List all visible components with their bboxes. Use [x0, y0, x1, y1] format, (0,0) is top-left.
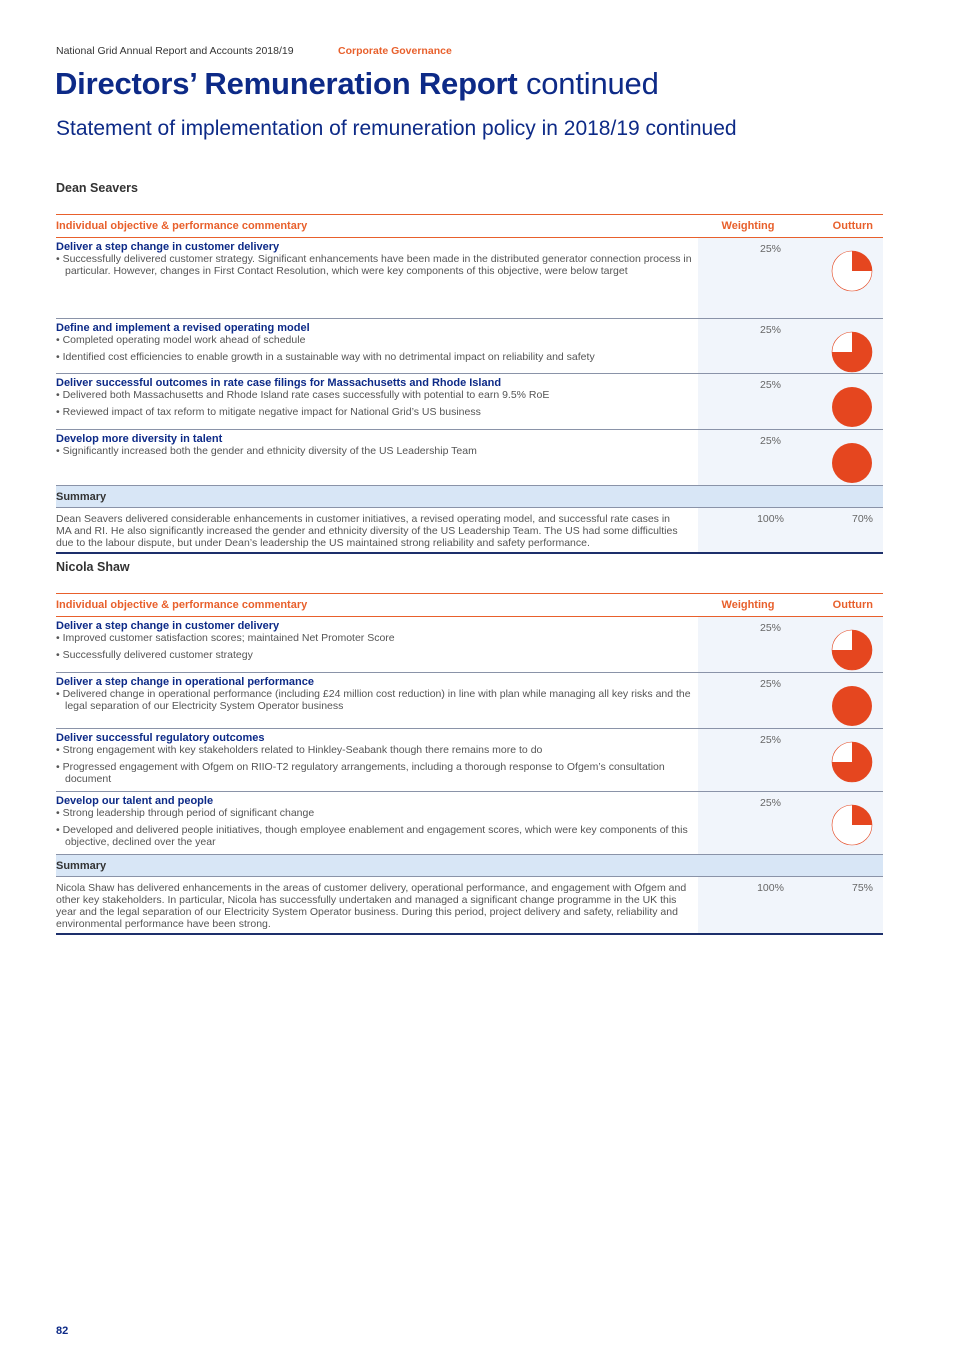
- objective-row: [56, 673, 883, 729]
- summary-weighting: 100%: [757, 882, 784, 894]
- objective-row: [56, 430, 883, 486]
- running-head: National Grid Annual Report and Accounts 2018/19: [56, 45, 294, 57]
- objective-title: Deliver a step change in customer delivery: [56, 241, 280, 253]
- objective-commentary: [56, 729, 698, 785]
- score-cell: [698, 319, 883, 373]
- objective-bullet: • Strong leadership through period of significant change: [56, 807, 315, 819]
- page-title-bold: Directors’ Remuneration Report: [55, 66, 518, 101]
- objective-row: [56, 374, 883, 430]
- summary-row: [56, 508, 883, 554]
- objective-bullet: • Completed operating model work ahead of schedule: [56, 334, 306, 346]
- objective-row: [56, 792, 883, 855]
- objective-bullet: • Delivered both Massachusetts and Rhode Island rate cases successfully with potential to earn 9.5% RoE: [56, 389, 550, 401]
- pie-slice: [852, 805, 872, 825]
- section-label: Corporate Governance: [338, 45, 452, 57]
- summary-header: [56, 855, 883, 877]
- page-subtitle: Statement of implementation of remuneration policy in 2018/19 continued: [56, 117, 737, 140]
- outturn-pie-icon: [831, 442, 873, 484]
- person-name: Nicola Shaw: [56, 560, 130, 574]
- objective-row: [56, 238, 883, 319]
- score-cell: [698, 617, 883, 672]
- header-objective: Individual objective & performance commentary: [56, 220, 308, 232]
- summary-text: Dean Seavers delivered considerable enhancements in customer initiatives, a revised operating model, and successful rate cases in MA and RI. He also significantly increased the gender and ethnicity diversity of the US Leadership Team. The US had some difficulties due to the labour dispute, but under Dean’s leadership the US maintained strong reliability and safety performance.: [56, 513, 678, 549]
- objective-commentary: [56, 374, 698, 418]
- weighting-value: 25%: [759, 734, 781, 746]
- summary-outturn: 70%: [851, 513, 873, 525]
- objectives-table: [56, 214, 883, 554]
- summary-score-cell: [698, 877, 883, 933]
- page-title: [55, 66, 659, 102]
- objective-bullet: • Developed and delivered people initiatives, though employee enablement and engagement scores, which were key components of this objective, declined over the year: [56, 824, 688, 848]
- objectives-table: [56, 593, 883, 935]
- table-header: [56, 214, 883, 238]
- weighting-value: 25%: [759, 678, 781, 690]
- summary-score-cell: [698, 508, 883, 552]
- objective-bullet: • Reviewed impact of tax reform to mitigate negative impact for National Grid’s US business: [56, 406, 481, 418]
- objective-title: Deliver successful regulatory outcomes: [56, 732, 265, 744]
- score-cell: [698, 430, 883, 485]
- header-objective: Individual objective & performance commentary: [56, 599, 308, 611]
- summary-label: Summary: [56, 860, 107, 872]
- weighting-value: 25%: [759, 243, 781, 255]
- weighting-value: 25%: [759, 622, 781, 634]
- outturn-pie-icon: [831, 331, 873, 373]
- pie-slice: [832, 443, 872, 483]
- score-cell: [698, 673, 883, 728]
- score-cell: [698, 238, 883, 318]
- objective-bullet: • Strong engagement with key stakeholders related to Hinkley-Seabank though there remains more to do: [56, 744, 543, 756]
- outturn-pie-icon: [831, 629, 873, 671]
- summary-text: Nicola Shaw has delivered enhancements in the areas of customer delivery, operational performance, and engagement with Ofgem and other key stakeholders. In particular, Nicola has successfully undertaken and managed a significant change programme in the UK this year and the legal separation of our Electricity System Operator business. During this period, project delivery and safety, reliability and environmental performance have been strong.: [56, 882, 687, 930]
- weighting-value: 25%: [759, 797, 781, 809]
- objective-bullet: • Progressed engagement with Ofgem on RIIO-T2 regulatory arrangements, including a thorough response to Ofgem’s consultation document: [56, 761, 665, 785]
- person-name: Dean Seavers: [56, 181, 139, 195]
- outturn-pie-icon: [831, 804, 873, 846]
- objective-row: [56, 319, 883, 374]
- weighting-value: 25%: [759, 379, 781, 391]
- page-title-continued: continued: [525, 66, 659, 101]
- objective-row: [56, 617, 883, 673]
- objective-commentary: [56, 617, 698, 661]
- summary-header: [56, 486, 883, 508]
- outturn-pie-icon: [831, 250, 873, 292]
- summary-label: Summary: [56, 491, 107, 503]
- objective-row: [56, 729, 883, 792]
- header-weighting: Weighting: [721, 599, 775, 611]
- summary-weighting: 100%: [757, 513, 784, 525]
- objective-commentary: [56, 792, 698, 848]
- objective-title: Define and implement a revised operating model: [56, 322, 310, 334]
- score-cell: [698, 374, 883, 429]
- objective-bullet: • Identified cost efficiencies to enable growth in a sustainable way with no detrimental impact on reliability and safety: [56, 351, 595, 363]
- objective-commentary: [56, 673, 698, 712]
- header-outturn: Outturn: [832, 599, 873, 611]
- header-outturn: Outturn: [832, 220, 873, 232]
- weighting-value: 25%: [759, 324, 781, 336]
- outturn-pie-icon: [831, 386, 873, 428]
- objective-bullet: • Improved customer satisfaction scores; maintained Net Promoter Score: [56, 632, 395, 644]
- objective-bullet: • Significantly increased both the gender and ethnicity diversity of the US Leadership Team: [56, 445, 477, 457]
- objective-title: Deliver a step change in customer delivery: [56, 620, 280, 632]
- objective-title: Develop our talent and people: [56, 795, 214, 807]
- score-cell: [698, 729, 883, 791]
- objective-title: Deliver successful outcomes in rate case filings for Massachusetts and Rhode Island: [56, 377, 502, 389]
- objective-title: Develop more diversity in talent: [56, 433, 223, 445]
- objective-commentary: [56, 238, 698, 277]
- objective-commentary: [56, 319, 698, 363]
- objective-commentary: [56, 430, 698, 457]
- objective-bullet: • Delivered change in operational performance (including £24 million cost reduction) in line with plan while managing all key risks and the legal separation of our Electricity System Operator business: [56, 688, 691, 712]
- outturn-pie-icon: [831, 685, 873, 727]
- objective-title: Deliver a step change in operational performance: [56, 676, 314, 688]
- summary-outturn: 75%: [851, 882, 873, 894]
- objective-bullet: • Successfully delivered customer strategy: [56, 649, 253, 661]
- outturn-pie-icon: [831, 741, 873, 783]
- objective-bullet: • Successfully delivered customer strategy. Significant enhancements have been made in the distributed generator connection process in particular. However, changes in First Contact Resolution, which were key components of this objective, were below target: [56, 253, 692, 277]
- page-number: 82: [56, 1325, 69, 1337]
- header-weighting: Weighting: [721, 220, 775, 232]
- pie-slice: [832, 686, 872, 726]
- pie-slice: [832, 387, 872, 427]
- score-cell: [698, 792, 883, 854]
- weighting-value: 25%: [759, 435, 781, 447]
- table-header: [56, 593, 883, 617]
- pie-slice: [852, 251, 872, 271]
- summary-row: [56, 877, 883, 935]
